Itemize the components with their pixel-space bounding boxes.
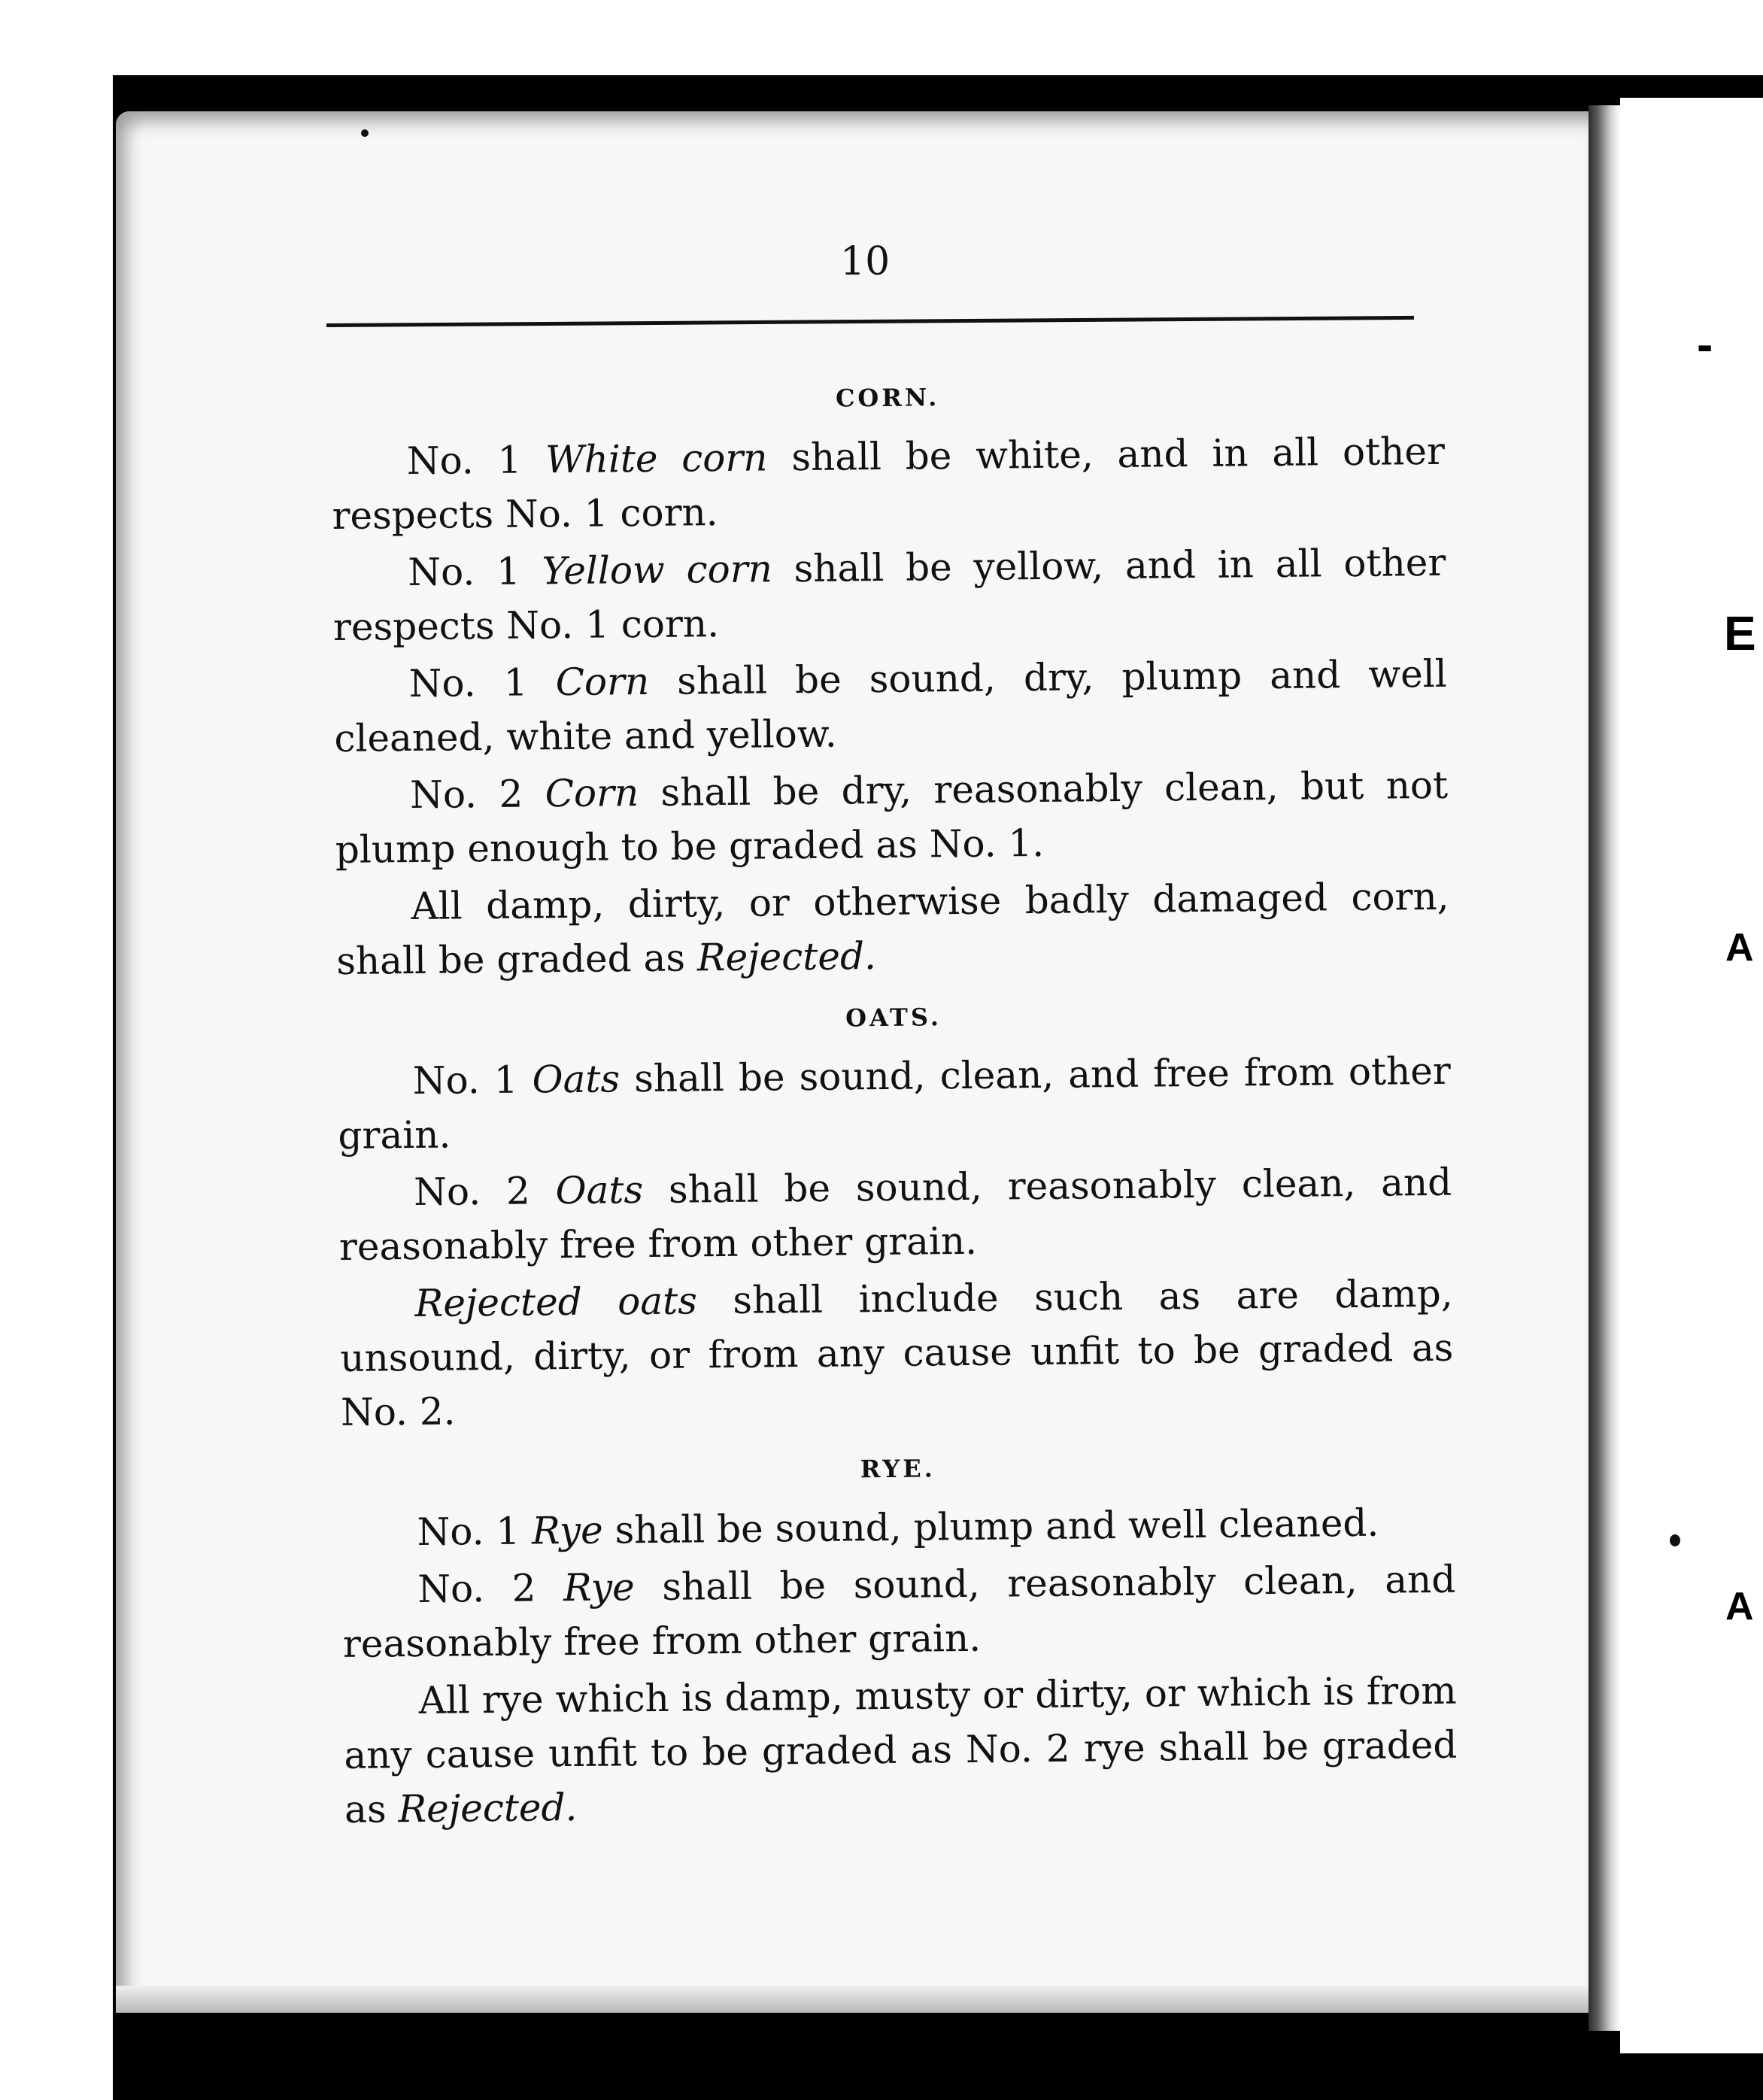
paragraph: No. 2 Rye shall be sound, reasonably clean, and reasonably free from other grain. (342, 1557, 1456, 1666)
paragraph: All rye which is damp, musty or dirty, or which is from any cause unfit to be graded as No. 2 rye shall be graded as Rejected. (344, 1668, 1458, 1831)
section-heading-corn: CORN. (835, 383, 940, 413)
section-heading-oats: OATS. (845, 1003, 942, 1033)
facing-page-fragment: A (1725, 926, 1754, 970)
paragraph: No. 1 Corn shall be sound, dry, plump and well cleaned, white and yellow. (334, 651, 1447, 760)
scan-speck (1670, 1534, 1680, 1546)
paragraph: No. 2 Corn shall be dry, reasonably clean, but not plump enough to be graded as No. 1. (335, 763, 1449, 872)
facing-page-fragment: A (1725, 1585, 1754, 1628)
paragraph: No. 2 Oats shall be sound, reasonably clean, and reasonably free from other grain. (338, 1160, 1452, 1269)
paragraph: No. 1 White corn shall be white, and in all other respects No. 1 corn. (332, 429, 1446, 538)
paragraph: Rejected oats shall include such as are damp, unsound, dirty, or from any cause unfit to be graded as No. 2. (340, 1271, 1454, 1434)
page-number: 10 (840, 239, 891, 284)
facing-page-fragment: - (1697, 317, 1713, 372)
paragraph: All damp, dirty, or otherwise badly damaged corn, shall be graded as Rejected. (335, 874, 1449, 983)
facing-page-fragment: E (1724, 606, 1756, 660)
paragraph: No. 1 Oats shall be sound, clean, and free from other grain. (338, 1048, 1452, 1158)
paragraph: No. 1 Yellow corn shall be yellow, and in all other respects No. 1 corn. (332, 540, 1446, 649)
book-gutter (1589, 105, 1620, 2031)
page-body (331, 381, 1458, 1840)
scan-speck (361, 129, 369, 137)
section-heading-rye: RYE. (860, 1454, 936, 1484)
facing-page (1620, 98, 1763, 2053)
paragraph: No. 1 Rye shall be sound, plump and well cleaned. (417, 1501, 1379, 1554)
page-edge-shadow (116, 1986, 1593, 2013)
